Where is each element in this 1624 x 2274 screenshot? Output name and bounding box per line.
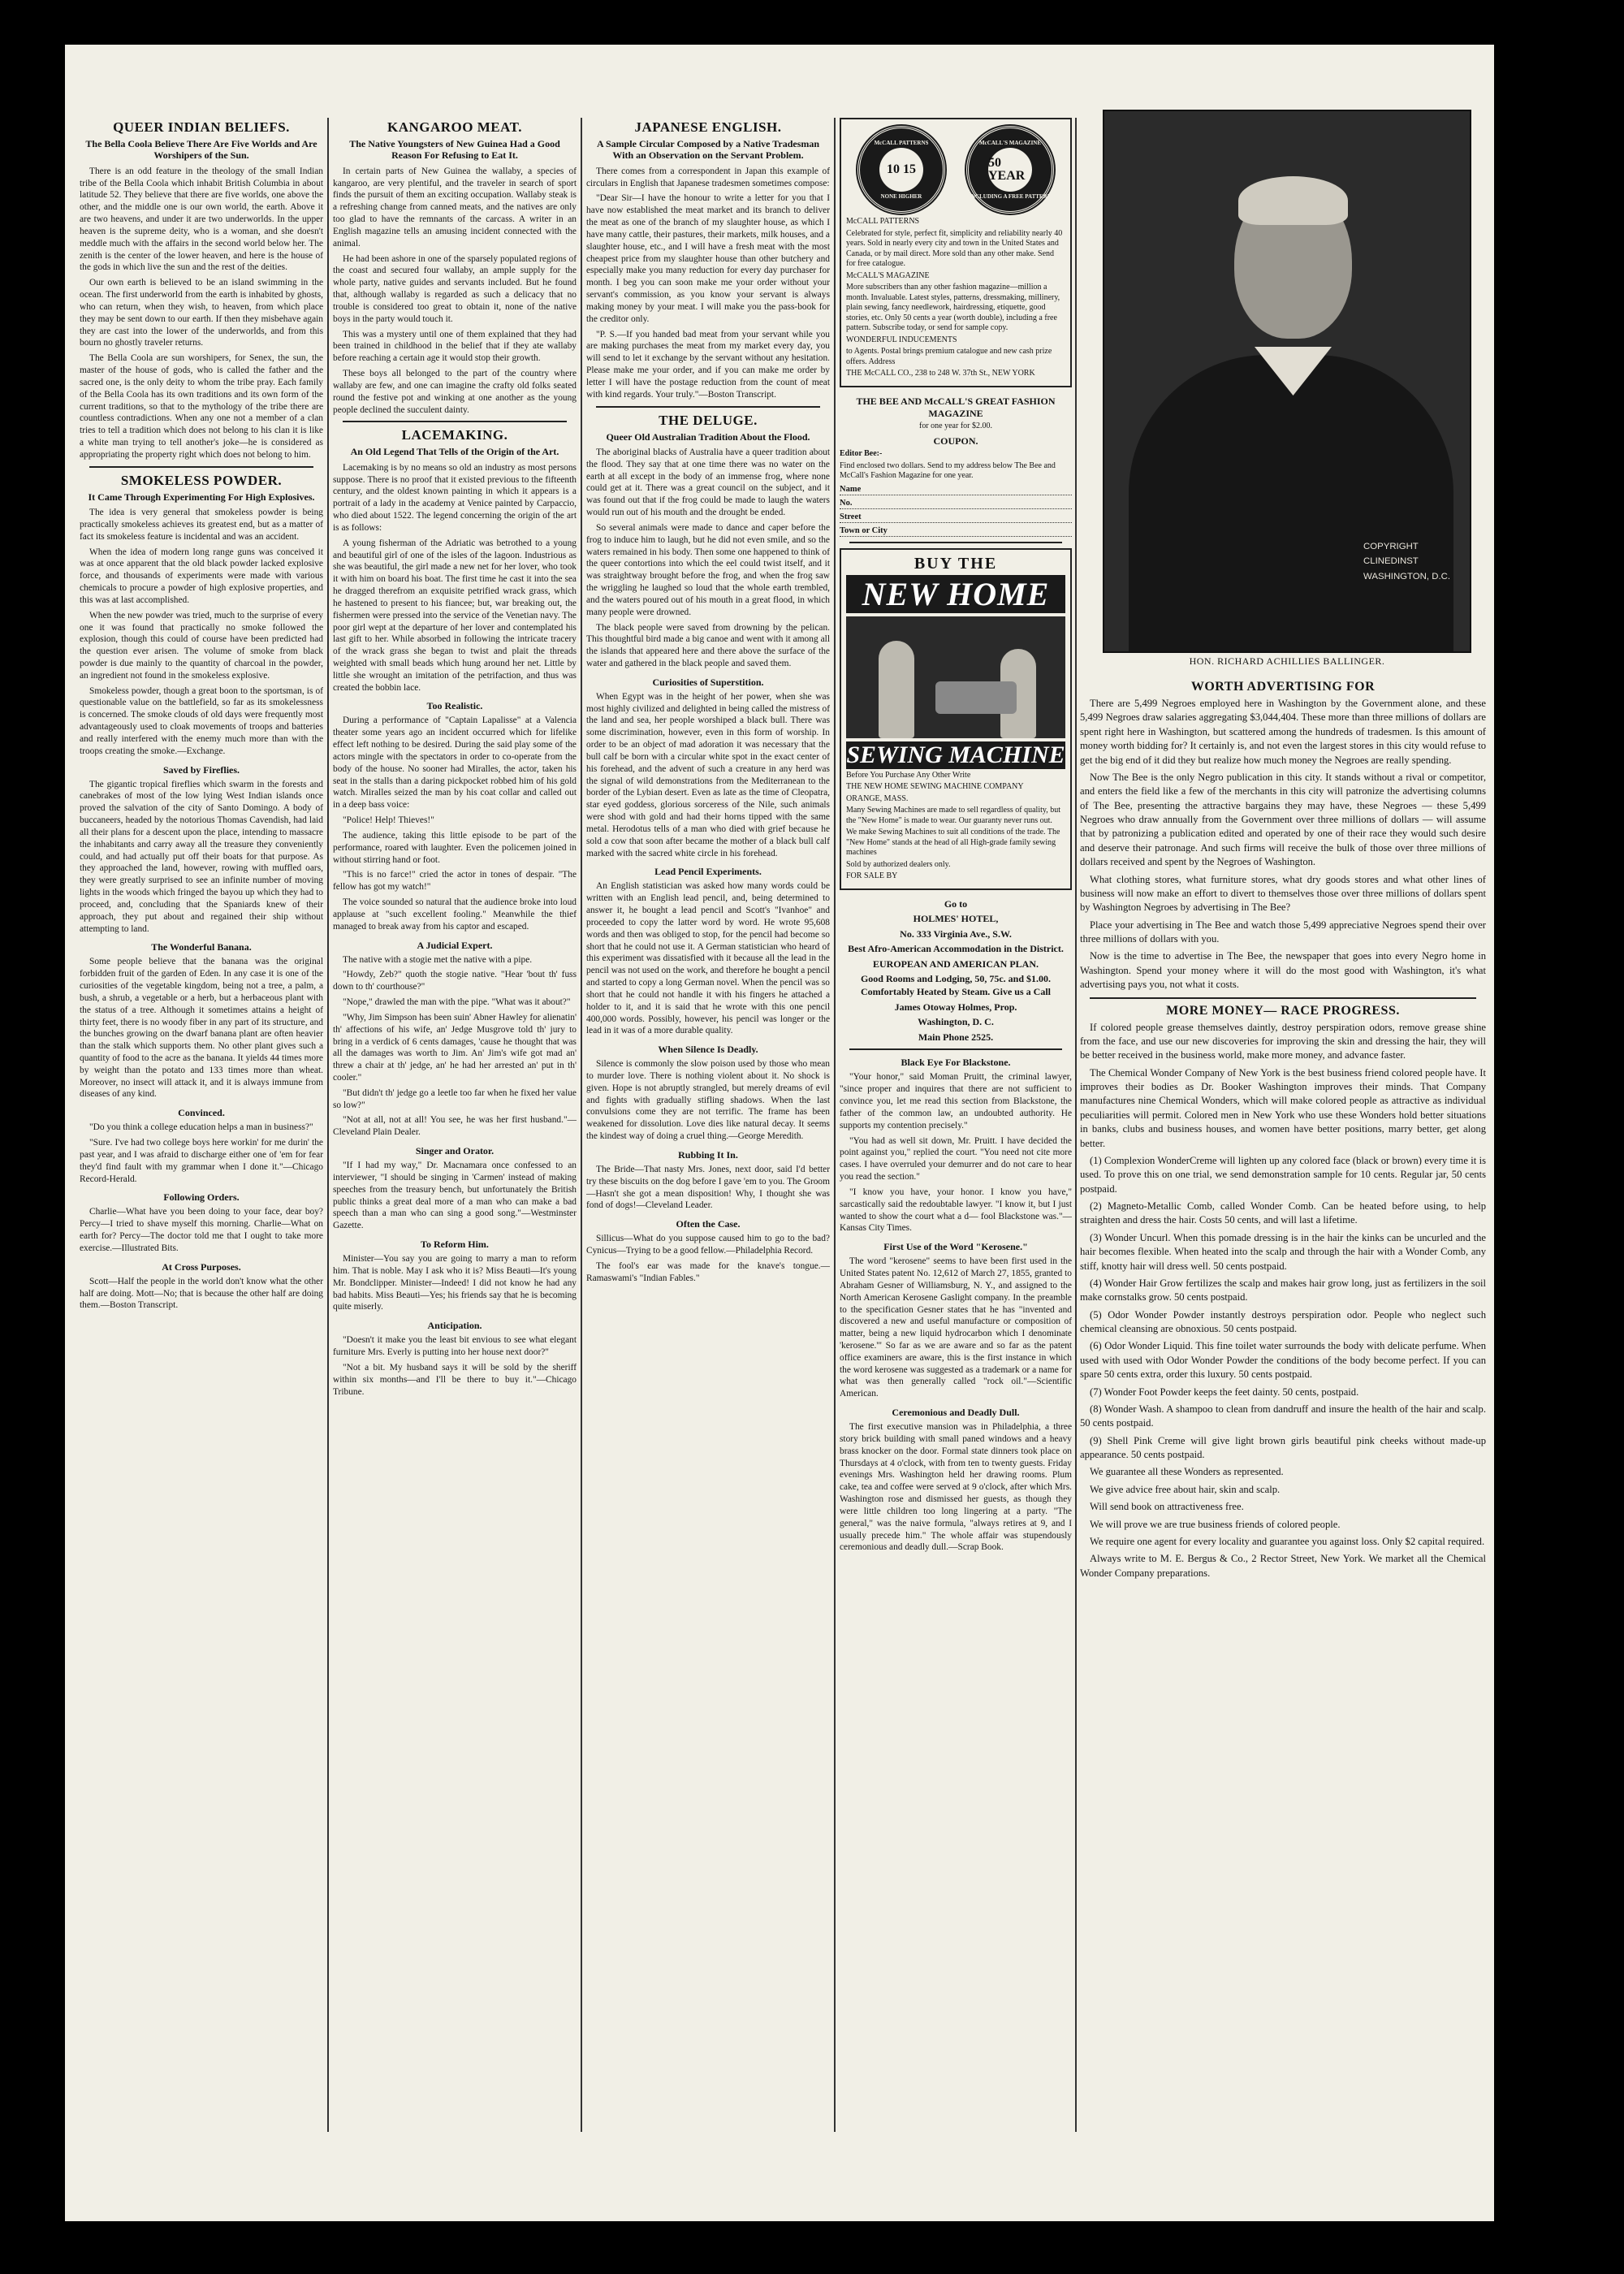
paragraph: "You had as well sit down, Mr. Pruitt. I have decided the point against you," replied the court. "You need not cite more cases. I have overruled your demurrer and do not care to hear you read the section." — [840, 1135, 1072, 1182]
paragraph: We require one agent for every locality and guarantee you against loss. Only $2 capital required. — [1090, 1535, 1485, 1547]
coupon-field[interactable]: Street — [840, 512, 1072, 523]
paragraph: Charlie—What have you been doing to your face, dear boy? Percy—I tried to shave myself this morning. Charlie—What on earth for? Percy—The doctor told me that I ought to take more exercise.—Illustrated Bits. — [80, 1207, 323, 1253]
article-body — [586, 1164, 830, 1212]
article-title: JAPANESE ENGLISH. — [634, 119, 782, 135]
text-line: Before You Purchase Any Other Write — [846, 770, 971, 780]
paragraph: Place your advertising in The Bee and watch those 5,499 appreciative Negroes spend their over three millions of dollars with you. — [1080, 919, 1486, 945]
paragraph: Scott—Half the people in the world don't know what the other half are doing. Mott—No; that is because the other half are doing them.—Boston Transcript. — [80, 1276, 323, 1311]
paragraph: "Not a bit. My husband says it will be sold by the sheriff within six months—and I'll be there to buy it."—Chicago Tribune. — [333, 1362, 577, 1397]
paragraph: "Your honor," said Moman Pruitt, the criminal lawyer, "since proper and inquires that there are not sufficient to convince you, let me read this section from Blackstone, the father of the common law, an undoubted authority. He supports my contention precisely." — [840, 1072, 1072, 1131]
paragraph: WASHINGTON, D.C. — [1363, 572, 1450, 582]
text-line: ORANGE, MASS. — [846, 793, 909, 803]
article-title: Following Orders. — [163, 1191, 240, 1204]
paragraph: "P. S.—If you handed bad meat from your servant while you are making purchases the meat from my market every day, you will send to let it exchange by the servant without any hesitation. Please make me your order, and if you can make me order by letter I will have the postage reduction from the count of meat with kind regards. Your truly."—Boston Transcript. — [586, 329, 830, 400]
article-title: A Judicial Expert. — [417, 939, 493, 951]
text-line: Washington, D. C. — [918, 1016, 994, 1028]
divider — [343, 421, 567, 422]
article-title: Black Eye For Blackstone. — [901, 1057, 1011, 1069]
coupon-salutation: Editor Bee:- — [840, 449, 883, 458]
article-subtitle: It Came Through Experimenting For High Explosives. — [88, 491, 315, 503]
column-5 — [1080, 45, 1486, 2083]
paragraph: "Do you think a college education helps a man in business?" — [89, 1122, 313, 1133]
sewing-women-illustration-icon — [846, 616, 1065, 738]
article-title: To Reform Him. — [421, 1239, 489, 1251]
paragraph: The black people were saved from drowning by the pelican. This thoughtful bird made a big canoe and went with it among all the islands that appeared here and there above the surface of the water and gathered in the black people and saved them. — [586, 622, 830, 668]
woman-figure-icon — [879, 641, 914, 738]
more-money-advertisement — [1080, 1004, 1486, 1581]
coupon-field[interactable]: Name — [840, 485, 1072, 495]
paragraph: "Howdy, Zeb?" quoth the stogie native. "Hear 'bout th' fuss down to th' courthouse?" — [333, 970, 577, 992]
article-body — [333, 166, 577, 417]
paragraph: "Sure. I've had two college boys here workin' for me durin' the past year, and I was afraid to discharge either one of 'em for fear they'd find fault with my grammar when I done it."—Chicago Record-Herald. — [80, 1138, 323, 1184]
text-line: James Otoway Holmes, Prop. — [894, 1001, 1017, 1013]
worth-advertising-article — [1080, 680, 1486, 992]
paragraph: "But didn't th' jedge go a leetle too far when he fixed her value so low?" — [333, 1087, 577, 1110]
article-title: First Use of the Word "Kerosene." — [883, 1241, 1028, 1253]
article-title: KANGAROO MEAT. — [387, 119, 522, 135]
column-3 — [586, 118, 830, 2132]
article-title: THE DELUGE. — [659, 412, 758, 428]
article-body — [586, 1233, 830, 1284]
paragraph: (3) Wonder Uncurl. When this pomade dressing is in the hair the kinks can be uncurled and the hair becomes flexible. When heated into the scalp and through the hair with a Wonder Comb, any stiff, knotty hair will dress well. 50 cents postpaid. — [1080, 1231, 1486, 1272]
paragraph: Minister—You say you are going to marry a man to reform him. That is noble. May I ask who it is? Miss Beauti—It's young Mr. Bondclipper. Minister—Indeed! I did not know he had any bad habits. Miss Beauti—Yes; his friends say that he is becoming quite miserly. — [333, 1254, 577, 1312]
paragraph: A young fisherman of the Adriatic was betrothed to a young and beautiful girl of one of the isles of the lagoon. Industrious as she was beautiful, the girl made a new net for her lover, who took it with him on board his boat. The first time he cast it into the sea he dragged therefrom an exquisite petrified wrack grass, which he hastened to present to his fiancee; but, war breaking out, the fishermen were pressed into the service of the Venetian navy. The poor girl wept at the departure of her lover and contemplated his last gift to her. While absorbed in following the intricate tracery of the wrack grass she began to twist and plait the threads weighted with small beads which hung around her net. Little by little she wrought an imitation of the petrifaction, and thus was created the bobbin lace. — [333, 538, 577, 693]
article-body — [80, 507, 323, 758]
text-line: FOR SALE BY — [846, 871, 898, 880]
text-line: to Agents. Postal brings premium catalogue and new cash prize offers. Address — [846, 347, 1052, 366]
text-line: More subscribers than any other fashion magazine—million a month. Invaluable. Latest styles, patterns, dressmaking, millinery, plain sewing, fancy needlework, hairdressing, etiquette, good stories, etc. Only 50 cents a year (worth double), including a free pattern. Subscribe today, or send for sample copy. — [846, 283, 1060, 332]
paragraph: (7) Wonder Foot Powder keeps the feet dainty. 50 cents, postpaid. — [1090, 1386, 1359, 1398]
paragraph: The word "kerosene" seems to have been first used in the United States patent No. 12,612 of March 27, 1855, granted to Abraham Gesner of Williamsburg, N. Y., and assigned to the North American Kerosene Gaslight company. In the preamble to the specification Gesner states that he has "invented and discovered a new and useful manufacture or composition of matter, being a new liquid hydrocarbon which I denominate 'kerosene.'" So far as we are aware and so far as the patent office examiners are aware, this is the first instance in which the word kerosene was suggested as a trademark or a name for what was then generally called "rock oil."—Scientific American. — [840, 1256, 1072, 1399]
article-title: Saved by Fireflies. — [162, 763, 240, 776]
article-body — [586, 691, 830, 860]
paragraph: "Doesn't it make you the least bit envious to see what elegant furniture Mrs. Everly is putting into her house next door?" — [333, 1335, 577, 1358]
portrait-section — [1095, 110, 1471, 678]
article-body — [80, 166, 323, 461]
article-body — [333, 1334, 577, 1398]
paragraph: (2) Magneto-Metallic Comb, called Wonder Comb. Can be heated before using, to help straighten and dress the hair. Costs 50 cents, and will last a lifetime. — [1080, 1200, 1486, 1226]
article-title: Singer and Orator. — [415, 1145, 495, 1157]
article-title: Too Realistic. — [426, 700, 483, 712]
article-body — [80, 1206, 323, 1254]
seal-center-text: 10 15 — [879, 148, 923, 192]
article-body — [840, 1256, 1072, 1400]
article-title: Often the Case. — [676, 1218, 741, 1230]
paragraph: The audience, taking this little episode to be part of the performance, roared with laughter. Even the policemen joined in without stirring hand or foot. — [333, 830, 577, 865]
paragraph: When Egypt was in the height of her power, when she was most highly civilized and delighted in being called the mistress of the land and sea, her people worshiped a black bull. There was some discrimination, however, even in this form of worship. In order to be an object of mad adoration it was necessary that the bull calf be born with a circular white spot in the exact center of his forehead, and the advent of such a creature in any herd was the signal of wild demonstrations from the Mediterranean to the border of the Lybian desert. Even as late as the time of Cleopatra, star eyed goddess, glorious sorceress of the Nile, such animals were shod with gold and had their horns tipped with the same metal. Herodotus tells of a man who died with grief because he sold a cow that soon after became the mother of a black bull calf marked with the sacred white circle in his forehead. — [586, 691, 830, 858]
article-title: SMOKELESS POWDER. — [120, 472, 283, 488]
article-title: Anticipation. — [427, 1320, 482, 1332]
paragraph: The first executive mansion was in Philadelphia, a three story brick building with small paned windows and a heavy brass knocker on the door. Formal state dinners took place on Thursdays at 4 o'clock, with from ten to twenty guests. Friday evenings Mrs. Washington held her drawing rooms. Plum cake, tea and coffee were served at 9 o'clock, after which Mrs. Washington rose and dismissed her guests, as though they were little children too long lingering at a party. "The general," was the naive formula, "always retires at 9, and I usually precede him." The whole affair was stupendously ceremonious and deadly dull.—Scrap Book. — [840, 1422, 1072, 1553]
text-line: Best Afro-American Accommodation in the District. — [848, 943, 1064, 955]
text-line: HOLMES' HOTEL, — [913, 913, 999, 925]
paragraph: Some people believe that the banana was the original forbidden fruit of the garden of Eden. In any case it is one of the curiosities of the vegetable kingdom, being not a tree, a palm, a bush, a shrub, a vegetable or a herb, but a herbaceous plant with the status of a tree. Although it sometimes attains a height of thirty feet, there is no woody fiber in any part of its structure, and the bunches growing on the dwarf banana plant are often heavier than the stalk which supports them. No other plant gives such a quantity of food to the acre as the banana. It yields 44 times more by weight than the potato and 133 times more than wheat. Moreover, no insect will attack it, and it is always immune from diseases of any kind. — [80, 957, 323, 1100]
article-title: Lead Pencil Experiments. — [654, 866, 762, 878]
portrait-hair — [1238, 176, 1348, 225]
paragraph: There comes from a correspondent in Japan this example of circulars in English that Japanese tradesmen sometimes compose: — [586, 166, 830, 188]
article-body — [80, 1122, 323, 1185]
paragraph: The Bride—That nasty Mrs. Jones, next door, said I'd better try these biscuits on the dog before I gave 'em to you. The Groom—Hasn't she got a mean disposition! Why, I thought she was fond of dogs!—Cleveland Leader. — [586, 1164, 830, 1211]
paragraph: "Not at all, not at all! You see, he was her first husband."—Cleveland Plain Dealer. — [333, 1115, 577, 1138]
article-title: At Cross Purposes. — [162, 1260, 241, 1273]
coupon-price: for one year for $2.00. — [919, 421, 992, 430]
sewing-machine-icon — [935, 681, 1017, 714]
column-1 — [80, 118, 323, 2132]
new-home-logo: NEW HOME — [846, 575, 1065, 613]
article-body — [80, 1276, 323, 1312]
paragraph: There is an odd feature in the theology of the small Indian tribe of the Bella Coola which inhabit British Columbia in about latitude 52. They believe that there are five worlds, one above the other, and the middle one is our own world, the earth. Above it are two heavens, and under it are two underworlds. In the upper heaven is the supreme deity, who is a woman, and she doesn't meddle much with the affairs in the second world below her. The zenith is the center of the lower heaven, and here is the house of the gods in which live the sun and the rest of the deities. — [80, 166, 323, 273]
article-title: When Silence Is Deadly. — [658, 1044, 758, 1056]
text-line: THE McCALL CO., 238 to 248 W. 37th St., NEW YORK — [846, 369, 1035, 378]
paragraph: Now The Bee is the only Negro publication in this city. It stands without a rival or competitor, and enters the field like a few of the merchants in this city will patronize the advertising columns of The Bee, presenting the attractive bargains they may have, these Negroes — these 5,499 Negroes who draw annually from the Government over three millions of dollars — will assume that by patronizing a publication edited and operated by one of their race they would such desire and deserve their patronage. And such firms will receive the bulk of those over three millions of dollars received and spent by the Negroes of Washington. — [1080, 771, 1486, 868]
mccall-magazine-seal-icon — [966, 126, 1054, 214]
paragraph: Always write to M. E. Bergus & Co., 2 Rector Street, New York. We market all the Chemical Wonder Company preparations. — [1080, 1553, 1486, 1579]
text-line: WONDERFUL INDUCEMENTS — [846, 335, 957, 344]
article-title: Curiosities of Superstition. — [652, 676, 764, 688]
paragraph: (8) Wonder Wash. A shampoo to clean from dandruff and insure the health of the hair and scalp. 50 cents postpaid. — [1080, 1403, 1486, 1429]
text-line: Go to — [944, 897, 968, 910]
paragraph: When the new powder was tried, much to the surprise of every one it was found that practically no smoke followed the explosion, though this could of course have been predicted had the question ever arisen. The volume of smoke from black powder is due mainly to the quantity of charcoal in the powder, an ingredient not found in the smokeless explosive. — [80, 610, 323, 681]
column-rule — [327, 118, 329, 2132]
paragraph: The gigantic tropical fireflies which swarm in the forests and canebrakes of most of the low lying West Indian islands once proved the salvation of the city of Santo Domingo. A body of buccaneers, headed by the notorious Thomas Cavendish, had laid all their plans for a descent upon the place, intending to massacre the inhabitants and carry away all the treasure they conveniently could, and had actually put off their boats for that purpose. As they approached the land, however, rowing with muffled oars, they were greatly surprised to see an infinite number of moving lights in the woods which fringed the bayou up which they had to proceed, and, concluding that the Spaniards knew of their approach, they put about and regained their ship without attempting to land. — [80, 779, 323, 934]
article-title: LACEMAKING. — [401, 427, 508, 443]
paragraph: "Dear Sir—I have the honour to write a letter for you that I have now established the meat market and its branch to deliver the meat as one of the branch of my slaughter house, as which I have many cattle, their pastures, their markets, milk houses, and a slaughter house, etc., and I will have a fresh meat with the most cheapest price from my slaughter house than other butchery and especially make you many reduction for every day purchaser for month. I beg you can soon make me your order without your servant's commission, as you know your servant is always making money by your meat. I will make you the pass-book for the creditor only. — [586, 193, 830, 324]
portrait-photo-icon — [1103, 110, 1471, 653]
portrait-suit — [1129, 355, 1453, 653]
portrait-caption: HON. RICHARD ACHILLIES BALLINGER. — [1189, 655, 1385, 667]
text-line: McCALL PATTERNS — [846, 217, 920, 226]
text-line: Sold by authorized dealers only. — [846, 859, 951, 869]
article-title: MORE MONEY— RACE PROGRESS. — [1166, 1003, 1400, 1018]
article-body — [333, 715, 577, 932]
paragraph: "Why, Jim Simpson has been suin' Abner Hawley for alienatin' th' affections of his wife, an' Jedge Musgrove told th' jury to bring in a verdick of 6 cents damages, 'cause he thought that was all the damages was worth to Jim. An' Jim's wife got mad an' threw a chair at th' jedge, an' he had her arrested an' put in th' cooler." — [333, 1012, 577, 1083]
paragraph: "Police! Help! Thieves!" — [343, 815, 434, 826]
article-subtitle: An Old Legend That Tells of the Origin of the Art. — [350, 446, 559, 458]
text-line: We make Sewing Machines to suit all conditions of the trade. The "New Home" stands at the head of all High-grade family sewing machines — [846, 828, 1060, 857]
coupon-field[interactable]: Town or City — [840, 526, 1072, 537]
paragraph: "If I had my way," Dr. Macnamara once confessed to an interviewer, "I should be singing in 'Carmen' instead of making speeches from the treasury bench, but unfortunately the British public thinks a great deal more of a man who can make a bad speech than a man who can sing a good song."—Westminster Gazette. — [333, 1161, 577, 1231]
article-body — [80, 956, 323, 1100]
article-body — [333, 1253, 577, 1313]
article-body — [840, 1421, 1072, 1554]
seal-top-text: McCALL PATTERNS — [874, 140, 929, 146]
text-line: McCALL'S MAGAZINE — [846, 270, 930, 280]
mccall-copy — [846, 217, 1065, 379]
paragraph: The Bella Coola are sun worshipers, for Senex, the sun, the master of the house of gods, who is called the father and the sacred one, is the only deity to whom the tribe pray. Each family of the Bella Coola has its own traditions and its own form of the current traditions, so that to the mythology of the tribe there are countless contradictions. When any one not a member of a clan tries to tell a tradition which does not belong to his clan it is like a white man trying to tell another's joke—he is considered as appropriating the property right which does not belong to him. — [80, 353, 323, 460]
column-rule — [581, 118, 582, 2132]
coupon-field[interactable]: No. — [840, 499, 1072, 509]
article-body — [1080, 697, 1486, 992]
divider — [1090, 997, 1476, 999]
article-subtitle: A Sample Circular Composed by a Native Tradesman With an Observation on the Servant Problem. — [596, 138, 820, 162]
sewing-machine-logo: SEWING MACHINE — [846, 741, 1065, 768]
article-title: WORTH ADVERTISING FOR — [1190, 680, 1376, 694]
paragraph: When the idea of modern long range guns was conceived it was at once apparent that the old black powder lacked explosive force, and thousands of experiments were made with various chemicals to procure a powder of high explosive properties, and this was at last accomplished. — [80, 547, 323, 605]
new-home-copy — [846, 771, 1065, 882]
paragraph: An English statistician was asked how many words could be written with an English lead pencil, and, being determined to answer it, he bought a lead pencil and Scott's "Ivanhoe" and proceeded to copy the latter word by word. He wrote 95,608 words and then was obliged to stop, for the pencil had become so short that he could not use it. A German statistician who heard of this experiment was dissatisfied with it because all the lead in the pencil was not used on the work, and therefore he bought a pencil and started to copy a long German novel. When the pencil was so short that he could not handle it with his fingers he attached a holder to it, and it is said that he wrote with this one pencil 400,000 words. Possibly, however, his pencil was longer or the lead in it was of a more durable quality. — [586, 881, 830, 1036]
coupon-title: THE BEE AND McCALL'S GREAT FASHION MAGAZINE — [856, 395, 1056, 419]
paragraph: What clothing stores, what furniture stores, what dry goods stores and what other lines of business will now make an effort to divert to themselves those over three millions of dollars spent by Washington Negroes by advertising in The Bee? — [1080, 873, 1486, 914]
text-line: THE NEW HOME SEWING MACHINE COMPANY — [846, 782, 1024, 791]
text-line: EUROPEAN AND AMERICAN PLAN. — [872, 958, 1039, 970]
new-home-buy-text: BUY THE — [914, 554, 998, 573]
article-body — [586, 166, 830, 401]
divider — [89, 466, 313, 468]
article-title: QUEER INDIAN BELIEFS. — [113, 119, 290, 135]
paragraph: "I know you have, your honor. I know you have," sarcastically said the redoubtable lawyer. "I know it, but I just wanted to show the court what a d— fool Blackstone was."—Kansas City Times. — [840, 1187, 1072, 1234]
paragraph: The Chemical Wonder Company of New York is the best business friend colored people have. It improves their bodies as Dr. Booker Washington improves their minds. That Company manufactures nine Chemical Wonders, which will make colored people as attractive as individual peculiarities will permit. Colored men in New York who use these Wonders hold better situations in banks, clubs and business houses, and women have better positions, marry better, get along better. — [1080, 1066, 1486, 1149]
mccall-advertisement — [840, 118, 1072, 387]
paragraph: "This is no farce!" cried the actor in tones of despair. "The fellow has got my watch!" — [333, 870, 577, 893]
paragraph: So several animals were made to dance and caper before the frog to induce him to laugh, but he did not even smile, and so the waters remained in his body. Then some one happened to think of the queer contortions into which the eel could twist itself, and it was straightway brought before the frog, and when the frog saw the wriggling he laughed so loud that the whole earth trembled, and the waters poured out of his mouth in a great flood, in which many people were drowned. — [586, 522, 830, 617]
article-body — [840, 1071, 1072, 1234]
seal-top-text: McCALL'S MAGAZINE — [978, 140, 1042, 146]
paragraph: We will prove we are true business friends of colored people. — [1090, 1518, 1341, 1530]
text-line: Celebrated for style, perfect fit, simplicity and reliability nearly 40 years. Sold in nearly every city and town in the United States and Canada, or by mail direct. More sold than any other make. Send for free catalogue. — [846, 228, 1063, 268]
seal-bottom-text: INCLUDING A FREE PATTERN — [969, 193, 1052, 200]
column-4 — [840, 118, 1072, 2132]
holmes-hotel-advertisement — [840, 898, 1072, 1044]
paragraph: Silence is commonly the slow poison used by those who mean to murder love. There is nothing violent about it. No shock is given. Hope is not abruptly strangled, but merely dreams of evil and fights with gradually stifling shadows. When the last convulsions come they are not terrific. The frame has been weakened for dissolution. Love dies like natural decay. It seems the kindest way of doing a cruel thing.—George Meredith. — [586, 1059, 830, 1142]
paragraph: The voice sounded so natural that the audience broke into loud applause at "such excellent fooling." Meanwhile the thief managed to break away from his captor and escaped. — [333, 897, 577, 932]
coupon-label: COUPON. — [933, 435, 978, 447]
paragraph: The idea is very general that smokeless powder is being practically smokeless achieves its greatest end, but as a matter of fact its smokeless feature is incidental and was an accident. — [80, 508, 323, 542]
article-body — [586, 880, 830, 1037]
paragraph: The fool's ear was made for the knave's tongue.—Ramaswami's "Indian Fables." — [586, 1260, 830, 1283]
mccall-patterns-seal-icon — [857, 126, 945, 214]
article-subtitle: The Native Youngsters of New Guinea Had a Good Reason For Refusing to Eat It. — [349, 138, 560, 162]
text-line: No. 333 Virginia Ave., S.W. — [900, 927, 1012, 940]
divider — [849, 542, 1062, 543]
paragraph: The aboriginal blacks of Australia have a queer tradition about the flood. They say that at one time there was no water on the earth at all except in the body of an immense frog, where none could get at it. There was a great council on the subject, and it was found out that if the frog could be made to laugh the waters would run out of his mouth and the drought be ended. — [586, 447, 830, 518]
article-subtitle: The Bella Coola Believe There Are Five Worlds and Are Worshipers of the Sun. — [85, 138, 317, 162]
seal-bottom-text: NONE HIGHER — [880, 193, 922, 200]
article-title: Rubbing It In. — [678, 1148, 738, 1161]
seal-center-text: 50 YEAR — [988, 148, 1032, 192]
column-rule — [834, 118, 836, 2132]
divider — [849, 1048, 1062, 1050]
text-line: Many Sewing Machines are made to sell regardless of quality, but the "New Home" is made to wear. Our guaranty never runs out. — [846, 806, 1061, 825]
coupon-form-fields[interactable] — [840, 485, 1072, 537]
divider — [596, 406, 820, 408]
paragraph: If colored people grease themselves daintly, destroy perspiration odors, remove grease shine from the face, and use our new discoveries for improving the skin and dressing the hair, they will be better received in the business world, make more money, and advance faster. — [1080, 1021, 1486, 1061]
paragraph: (4) Wonder Hair Grow fertilizes the scalp and makes hair grow long, just as fertilizers in the soil make cornstalks grow. 50 cents postpaid. — [1080, 1277, 1486, 1303]
paragraph: COPYRIGHT — [1363, 541, 1419, 551]
article-title: The Wonderful Banana. — [151, 941, 252, 953]
article-body — [333, 1160, 577, 1232]
paragraph: There are 5,499 Negroes employed here in Washington by the Government alone, and these 5,499 Negroes draw salaries aggregating $3,044,404. These more than three millions of dollars are spent right here in Washington, but scattered among the hundreds of tradesmen. Is this amount of money worth bidding for? It certainly is, and not even the largest stores in this city would refuse to get the big end of it did they but realize how much money the Negroes are really spending. — [1080, 698, 1486, 766]
subscription-coupon — [840, 396, 1072, 537]
paragraph: He had been ashore in one of the sparsely populated regions of the coast and secured four wallaby, an ample supply for the whole party, native guides and servants included. But he found that, although wallaby is regarded as such a delicacy that no trouble is considered too great to obtain it, none of the native boys in the party would touch it. — [333, 253, 577, 324]
article-body — [586, 1058, 830, 1143]
article-body — [333, 954, 577, 1139]
paragraph: Sillicus—What do you suppose caused him to go to the bad? Cynicus—Trying to be a good fellow.—Philadelphia Record. — [586, 1234, 830, 1256]
paragraph: These boys all belonged to the part of the country where wallaby are few, and one can imagine the crafty old folks seated round the festive pot and winking at one another as the young people declined the succulent dainty. — [333, 369, 577, 415]
column-rule — [1075, 118, 1077, 2132]
article-title: Ceremonious and Deadly Dull. — [892, 1407, 1020, 1419]
paragraph: Our own earth is believed to be an island swimming in the ocean. The first underworld from the earth is inhabited by ghosts, who can return, when they wish, to heaven, from which place they may be sent down to our earth. If then they misbehave again they are cast into the lower of the underworlds, and from this bourn no ghostly traveler returns. — [80, 278, 323, 348]
article-body — [586, 447, 830, 670]
new-home-advertisement — [840, 548, 1072, 890]
paragraph: During a performance of "Captain Lapalisse" at a Valencia theater some years ago an incident occurred which for lifelike effect left nothing to be desired. During the said play some of the actors mingle with the spectators in order to co-operate from the body of the house. No sooner had Miralles, the actor, taken his seat in the stalls than a daring pickpocket robbed him of his gold watch. Miralles seized the man by his coat collar and called out in a deep bass voice: — [333, 715, 577, 811]
paragraph: (9) Shell Pink Creme will give light brown girls beautiful pink cheeks without made-up appearance. 50 cents postpaid. — [1080, 1434, 1486, 1460]
paragraph: The native with a stogie met the native with a pipe. — [343, 954, 533, 965]
paragraph: (1) Complexion WonderCreme will lighten up any colored face (black or brown) every time it is used. To prove this on one trial, we send demonstration sample for 10 cents. Regular jar, 50 cents postpaid. — [1080, 1154, 1486, 1195]
column-2 — [333, 118, 577, 2132]
paragraph: (5) Odor Wonder Powder instantly destroys perspiration odor. People who neglect such chemical cleansing are obnoxious. 50 cents postpaid. — [1080, 1308, 1486, 1334]
paragraph: Smokeless powder, though a great boon to the sportsman, is of questionable value on the battlefield, so far as its smokelessness is concerned. The smoke clouds of old days were frequently most advantageously used to cloak movements of troops and batteries and really interfered with the enemy much more than with the troops creating the smoke.—Exchange. — [80, 685, 323, 756]
article-body — [333, 462, 577, 694]
paragraph: Will send book on attractiveness free. — [1090, 1501, 1244, 1513]
article-title: Convinced. — [178, 1107, 225, 1119]
paragraph: "Nope," drawled the man with the pipe. "What was it about?" — [343, 997, 571, 1008]
text-line: Main Phone 2525. — [918, 1031, 994, 1043]
article-body — [1080, 1021, 1486, 1581]
paragraph: In certain parts of New Guinea the wallaby, a species of kangaroo, are very plentiful, and the traveler in search of sport finds the pursuit of them an exciting occupation. Wallaby steak is a refreshing change from canned meats, and the natives are only too glad to have the remnants of the carcass. A writer in an English magazine tells an amusing incident connected with the animal. — [333, 166, 577, 249]
photo-copyright — [1354, 541, 1450, 586]
newspaper-page — [65, 45, 1494, 2221]
text-line: Good Rooms and Lodging, 50, 75c. and $1.00. Comfortably Heated by Steam. Give us a Call — [860, 973, 1052, 998]
paragraph: CLINEDINST — [1363, 556, 1419, 567]
paragraph: We give advice free about hair, skin and scalp. — [1090, 1483, 1281, 1495]
article-body — [80, 779, 323, 936]
article-subtitle: Queer Old Australian Tradition About the Flood. — [606, 430, 810, 443]
paragraph: Lacemaking is by no means so old an industry as most persons suppose. There is no proof that it existed previous to the fifteenth century, and the oldest known painting in which it appears is a portrait of a lady in the academy at Venice painted by Carpaccio, who died about 1522. The legend concerning the origin of the art is as follows: — [333, 462, 577, 533]
coupon-body: Find enclosed two dollars. Send to my address below The Bee and McCall's Fashion Magazine for one year. — [840, 460, 1056, 480]
paragraph: (6) Odor Wonder Liquid. This fine toilet water surrounds the body with delicate perfume. When used with used with Odor Wonder Powder the conditions of the body become perfect. If you can spare 50 cents extra, order this luxury. 50 cents postpaid. — [1080, 1340, 1486, 1381]
mccall-seals — [846, 124, 1065, 215]
paragraph: Now is the time to advertise in The Bee, the newspaper that goes into every Negro home in Washington. Spend your money where it will do the most good with Washington, it's what advertising pays you, not what it costs. — [1080, 950, 1486, 991]
paragraph: This was a mystery until one of them explained that they had been trained in childhood in the belief that if they ate wallaby before reaching a certain age it would stop their growth. — [333, 329, 577, 364]
paragraph: We guarantee all these Wonders as represented. — [1090, 1466, 1284, 1478]
